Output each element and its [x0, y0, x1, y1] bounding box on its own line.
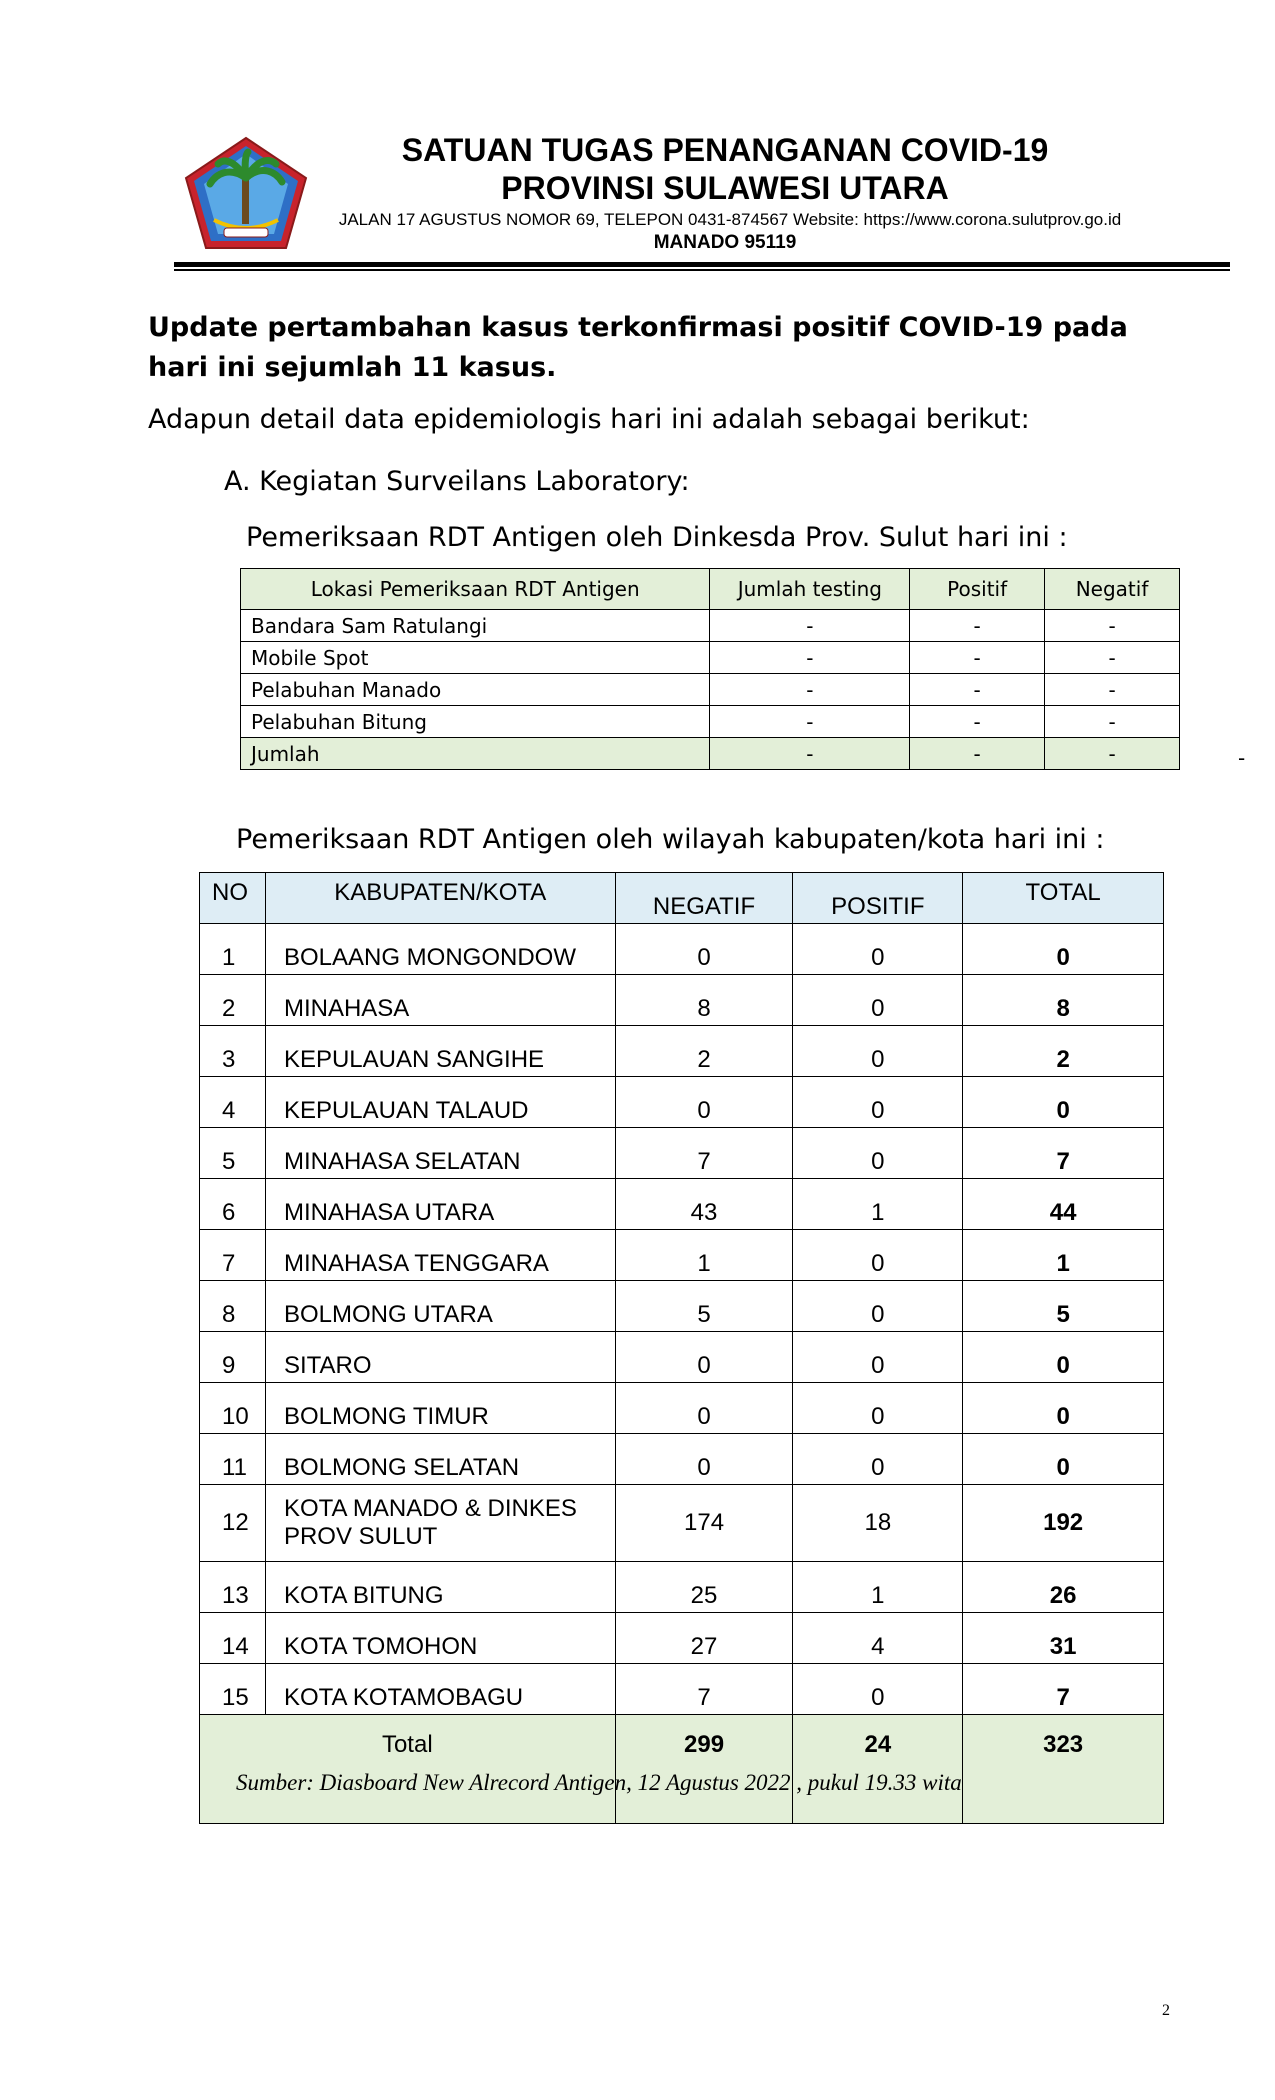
cell-total-total: 323: [963, 1715, 1164, 1824]
cell-no: 1: [200, 924, 266, 975]
table-row: [200, 1230, 1164, 1281]
cell-total: 5: [963, 1281, 1164, 1332]
cell-kabupaten: BOLAANG MONGONDOW: [265, 924, 615, 975]
cell-kabupaten: BOLMONG UTARA: [265, 1281, 615, 1332]
cell-kabupaten: KOTA MANADO & DINKES PROV SULUT: [265, 1485, 615, 1562]
section-a-heading: A. Kegiatan Surveilans Laboratory:: [224, 466, 690, 497]
table-row: [241, 674, 1180, 706]
cell-negatif: 43: [615, 1179, 793, 1230]
cell-lokasi: Pelabuhan Manado: [241, 674, 710, 706]
cell-lokasi: Bandara Sam Ratulangi: [241, 610, 710, 642]
cell-kabupaten: MINAHASA: [265, 975, 615, 1026]
cell-total: 1: [963, 1230, 1164, 1281]
cell-negatif: 27: [615, 1613, 793, 1664]
cell-positif: -: [910, 674, 1045, 706]
cell-positif: 0: [793, 924, 963, 975]
cell-positif: 0: [793, 1332, 963, 1383]
table-row: [200, 924, 1164, 975]
cell-positif: 0: [793, 1664, 963, 1715]
col-header-positif: POSITIF: [793, 873, 963, 924]
headline: Update pertambahan kasus terkonfirmasi positif COVID-19 pada hari ini sejumlah 11 kasus.: [148, 312, 1128, 383]
table-row: [200, 1434, 1164, 1485]
cell-negatif: 2: [615, 1026, 793, 1077]
table-row: [200, 1664, 1164, 1715]
cell-no: 6: [200, 1179, 266, 1230]
cell-positif: 0: [793, 1026, 963, 1077]
org-name-line2: PROVINSI SULAWESI UTARA: [501, 170, 949, 206]
cell-positif: -: [910, 642, 1045, 674]
cell-negatif: 0: [615, 1077, 793, 1128]
cell-positif: 0: [793, 975, 963, 1026]
cell-negatif: 0: [615, 1332, 793, 1383]
table-row: [200, 1128, 1164, 1179]
cell-positif: 0: [793, 1434, 963, 1485]
table-row: [200, 1026, 1164, 1077]
table-header-row: [200, 873, 1164, 924]
cell-kabupaten: BOLMONG TIMUR: [265, 1383, 615, 1434]
table-row: [200, 1383, 1164, 1434]
cell-no: 10: [200, 1383, 266, 1434]
cell-negatif: -: [1045, 706, 1180, 738]
cell-total: 2: [963, 1026, 1164, 1077]
cell-no: 3: [200, 1026, 266, 1077]
cell-negatif: -: [1045, 610, 1180, 642]
cell-testing: -: [710, 610, 910, 642]
cell-positif: 1: [793, 1179, 963, 1230]
cell-positif: -: [910, 706, 1045, 738]
cell-total: 0: [963, 924, 1164, 975]
source-note: Sumber: Diasboard New Alrecord Antigen, 12 Agustus 2022 , pukul 19.33 wita: [236, 1770, 962, 1795]
cell-no: 12: [200, 1485, 266, 1562]
table-row: [200, 1179, 1164, 1230]
cell-kabupaten: KEPULAUAN SANGIHE: [265, 1026, 615, 1077]
table-row: [200, 1562, 1164, 1613]
provincial-logo-icon: [184, 136, 308, 250]
cell-positif: 0: [793, 1128, 963, 1179]
cell-positif: 18: [793, 1485, 963, 1562]
cell-positif: -: [910, 610, 1045, 642]
cell-no: 4: [200, 1077, 266, 1128]
table-row: [200, 1613, 1164, 1664]
cell-no: 13: [200, 1562, 266, 1613]
cell-negatif: 0: [615, 924, 793, 975]
cell-negatif: -: [1045, 674, 1180, 706]
rdt-dinkes-table: [240, 568, 1180, 770]
cell-total: 0: [963, 1332, 1164, 1383]
cell-lokasi: Pelabuhan Bitung: [241, 706, 710, 738]
table-row: [200, 1077, 1164, 1128]
cell-testing: -: [710, 674, 910, 706]
table-total-row: [241, 738, 1180, 770]
cell-total: 0: [963, 1434, 1164, 1485]
table-row: [241, 642, 1180, 674]
cell-no: 9: [200, 1332, 266, 1383]
col-header-negatif: Negatif: [1045, 569, 1180, 610]
cell-testing: -: [710, 738, 910, 770]
cell-kabupaten: KOTA TOMOHON: [265, 1613, 615, 1664]
cell-positif: 0: [793, 1281, 963, 1332]
cell-negatif: 174: [615, 1485, 793, 1562]
cell-no: 14: [200, 1613, 266, 1664]
cell-lokasi: Jumlah: [241, 738, 710, 770]
cell-positif: 0: [793, 1383, 963, 1434]
cell-no: 15: [200, 1664, 266, 1715]
col-header-lokasi: Lokasi Pemeriksaan RDT Antigen: [241, 569, 710, 610]
cell-kabupaten: MINAHASA TENGGARA: [265, 1230, 615, 1281]
stray-dash: -: [1238, 746, 1246, 770]
cell-positif: 0: [793, 1230, 963, 1281]
cell-negatif: 5: [615, 1281, 793, 1332]
rdt-wilayah-table: [199, 872, 1164, 1824]
col-header-kabupaten: KABUPATEN/KOTA: [265, 873, 615, 924]
intro-text: Adapun detail data epidemiologis hari ini adalah sebagai berikut:: [148, 404, 1030, 435]
cell-no: 11: [200, 1434, 266, 1485]
org-city: MANADO 95119: [653, 232, 797, 253]
cell-negatif: -: [1045, 642, 1180, 674]
table-row: [200, 1281, 1164, 1332]
cell-positif: 1: [793, 1562, 963, 1613]
col-header-testing: Jumlah testing: [710, 569, 910, 610]
col-header-positif: Positif: [910, 569, 1045, 610]
cell-kabupaten: BOLMONG SELATAN: [265, 1434, 615, 1485]
cell-kabupaten: SITARO: [265, 1332, 615, 1383]
table-header-row: [241, 569, 1180, 610]
cell-total: 0: [963, 1383, 1164, 1434]
col-header-total: TOTAL: [963, 873, 1164, 924]
cell-negatif: 1: [615, 1230, 793, 1281]
table-row: [200, 1332, 1164, 1383]
cell-negatif: 0: [615, 1383, 793, 1434]
col-header-no: NO: [200, 873, 266, 924]
col-header-negatif: NEGATIF: [615, 873, 793, 924]
table-row: [241, 610, 1180, 642]
cell-positif: -: [910, 738, 1045, 770]
cell-total: 7: [963, 1128, 1164, 1179]
letterhead-rule-thin: [174, 269, 1230, 271]
table-row: [241, 706, 1180, 738]
cell-total-label: Total: [200, 1715, 616, 1824]
table-row: [200, 975, 1164, 1026]
cell-total-positif: 24: [793, 1715, 963, 1824]
cell-testing: -: [710, 706, 910, 738]
cell-negatif: 25: [615, 1562, 793, 1613]
cell-negatif: 7: [615, 1664, 793, 1715]
cell-total: 26: [963, 1562, 1164, 1613]
cell-total: 8: [963, 975, 1164, 1026]
cell-no: 2: [200, 975, 266, 1026]
rdt-wilayah-subtitle: Pemeriksaan RDT Antigen oleh wilayah kabupaten/kota hari ini :: [236, 824, 1105, 855]
cell-kabupaten: KOTA KOTAMOBAGU: [265, 1664, 615, 1715]
page-number: 2: [1162, 2002, 1170, 2019]
table-row: [200, 1485, 1164, 1562]
cell-positif: 4: [793, 1613, 963, 1664]
letterhead-rule: [174, 262, 1230, 267]
cell-total: 44: [963, 1179, 1164, 1230]
org-name-line1: SATUAN TUGAS PENANGANAN COVID-19: [401, 132, 1049, 168]
cell-lokasi: Mobile Spot: [241, 642, 710, 674]
cell-kabupaten: KOTA BITUNG: [265, 1562, 615, 1613]
org-address: JALAN 17 AGUSTUS NOMOR 69, TELEPON 0431-874567 Website: https://www.corona.sulutprov.go.id: [338, 210, 1122, 229]
cell-kabupaten: MINAHASA SELATAN: [265, 1128, 615, 1179]
cell-negatif: 8: [615, 975, 793, 1026]
cell-no: 5: [200, 1128, 266, 1179]
cell-testing: -: [710, 642, 910, 674]
cell-negatif: 0: [615, 1434, 793, 1485]
cell-negatif: -: [1045, 738, 1180, 770]
cell-total-negatif: 299: [615, 1715, 793, 1824]
cell-no: 8: [200, 1281, 266, 1332]
cell-total: 192: [963, 1485, 1164, 1562]
cell-total: 7: [963, 1664, 1164, 1715]
cell-total: 31: [963, 1613, 1164, 1664]
cell-kabupaten: KEPULAUAN TALAUD: [265, 1077, 615, 1128]
cell-kabupaten: MINAHASA UTARA: [265, 1179, 615, 1230]
table-total-row: [200, 1715, 1164, 1824]
cell-total: 0: [963, 1077, 1164, 1128]
cell-no: 7: [200, 1230, 266, 1281]
cell-negatif: 7: [615, 1128, 793, 1179]
rdt-dinkes-subtitle: Pemeriksaan RDT Antigen oleh Dinkesda Prov. Sulut hari ini :: [246, 522, 1068, 553]
cell-positif: 0: [793, 1077, 963, 1128]
